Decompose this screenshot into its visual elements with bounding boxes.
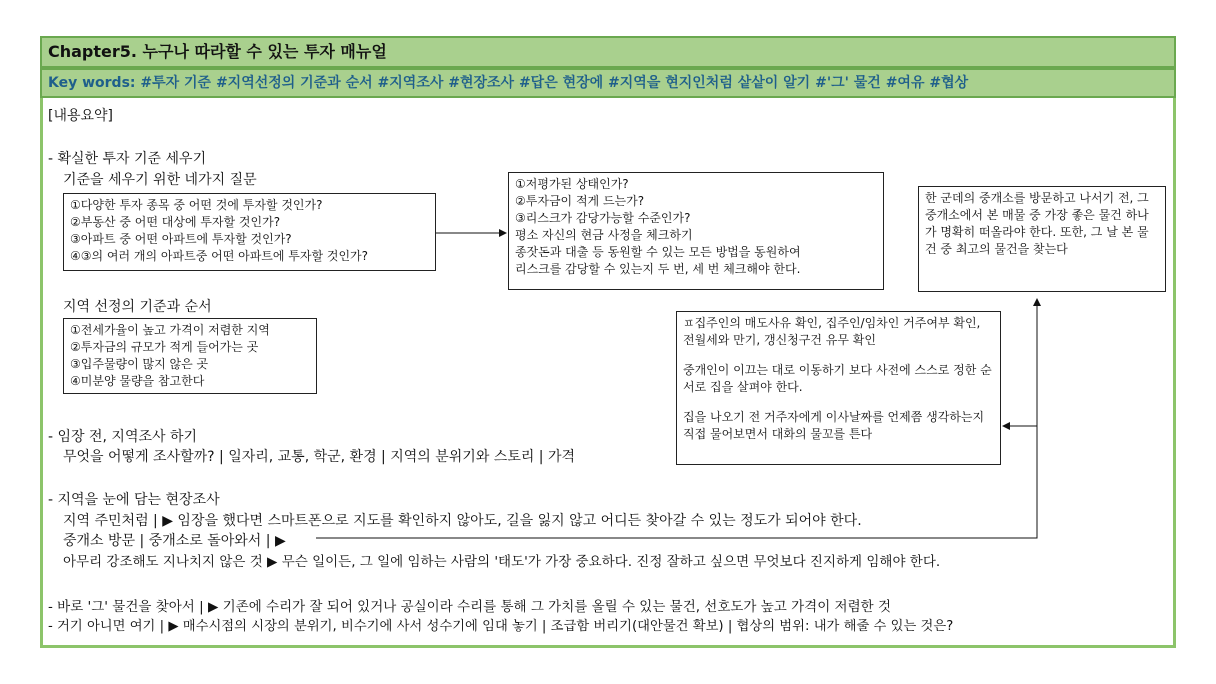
check-item: 평소 자신의 현금 사정을 체크하기	[515, 228, 693, 242]
keywords-bar: Key words: #투자 기준 #지역선정의 기준과 순서 #지역조사 #현장조사 #답은 현장에 #지역을 현지인처럼 샅샅이 알기 #'그' 물건 #여유 #협상	[40, 68, 1176, 98]
research-line: 무엇을 어떻게 조사할까? | 일자리, 교통, 학군, 환경 | 지역의 분위기와 스토리 | 가격	[63, 449, 576, 465]
question-item: ③아파트 중 어떤 아파트에 투자할 것인가?	[70, 232, 292, 246]
question-item: ②부동산 중 어떤 대상에 투자할 것인가?	[70, 215, 281, 229]
region-title: 지역 선정의 기준과 순서	[63, 299, 212, 315]
arrow-visit-to-note	[316, 299, 1037, 538]
chapter-title: Chapter5. 누구나 따라할 수 있는 투자 매뉴얼	[40, 36, 1176, 68]
summary-label: [내용요약]	[48, 108, 114, 124]
region-item: ①전세가율이 높고 가격이 저렴한 지역	[70, 323, 270, 337]
field-line-3: 아무리 강조해도 지나치지 않은 것 ▶ 무슨 일이든, 그 일에 임하는 사람의 '태도'가 가장 중요하다. 진정 잘하고 싶으면 무엇보다 진지하게 임해야 한다.	[63, 554, 941, 570]
check-item: 리스크를 감당할 수 있는지 두 번, 세 번 체크해야 한다.	[515, 262, 801, 276]
region-item: ③입주물량이 많지 않은 곳	[70, 357, 209, 371]
question-item: ①다양한 투자 종목 중 어떤 것에 투자할 것인가?	[70, 198, 323, 212]
check-item: ③리스크가 감당가능할 수준인가?	[515, 211, 691, 225]
question-item: ④③의 여러 개의 아파트중 어떤 아파트에 투자할 것인가?	[70, 249, 369, 263]
agent-note-2: 중개인이 이끄는 대로 이동하기 보다 사전에 스스로 정한 순서로 집을 살펴야 한다.	[683, 363, 992, 394]
check-item: ②투자금이 적게 드는가?	[515, 194, 645, 208]
agent-note-3: 집을 나오기 전 거주자에게 이사날짜를 언제쯤 생각하는지 직접 물어보면서 대화의 물꼬를 튼다	[683, 410, 985, 441]
field-line-1: 지역 주민처럼 | ▶ 임장을 했다면 스마트폰으로 지도를 확인하지 않아도, 길을 잃지 않고 어디든 찾아갈 수 있는 정도가 되어야 한다.	[63, 513, 862, 529]
section-title-field: - 지역을 눈에 담는 현장조사	[48, 492, 220, 508]
region-item: ④미분양 물량을 참고한다	[70, 374, 205, 388]
section-subtitle-questions: 기준을 세우기 위한 네가지 질문	[63, 172, 257, 188]
negotiation-line: - 거기 아니면 여기 | ▶ 매수시점의 시장의 분위기, 비수기에 사서 성수기에 임대 놓기 | 조급함 버리기(대안물건 확보) | 협상의 범위: 내가 해줄 수 있는 것은?	[48, 619, 954, 634]
section-title-criteria: - 확실한 투자 기준 세우기	[48, 151, 207, 167]
check-item: ①저평가된 상태인가?	[515, 177, 629, 191]
check-item: 종잣돈과 대출 등 동원할 수 있는 모든 방법을 동원하여	[515, 245, 801, 259]
side-note-text: 한 군데의 중개소를 방문하고 나서기 전, 그 중개소에서 본 매물 중 가장 좋은 물건 하나가 명확히 떠올라야 한다. 또한, 그 날 본 물건 중 최고의 물건을 찾는다	[925, 191, 1149, 256]
section-title-research: - 임장 전, 지역조사 하기	[48, 429, 198, 445]
agent-note-1: ㅍ집주인의 매도사유 확인, 집주인/임차인 거주여부 확인, 전월세와 만기, 갱신청구건 유무 확인	[683, 316, 981, 347]
find-item-line: - 바로 '그' 물건을 찾아서 | ▶ 기존에 수리가 잘 되어 있거나 공실이라 수리를 통해 그 가치를 올릴 수 있는 물건, 선호도가 높고 가격이 저렴한 것	[48, 599, 892, 615]
field-line-2: 중개소 방문 | 중개소로 돌아와서 | ▶	[63, 533, 286, 549]
region-item: ②투자금의 규모가 적게 들어가는 곳	[70, 340, 259, 354]
